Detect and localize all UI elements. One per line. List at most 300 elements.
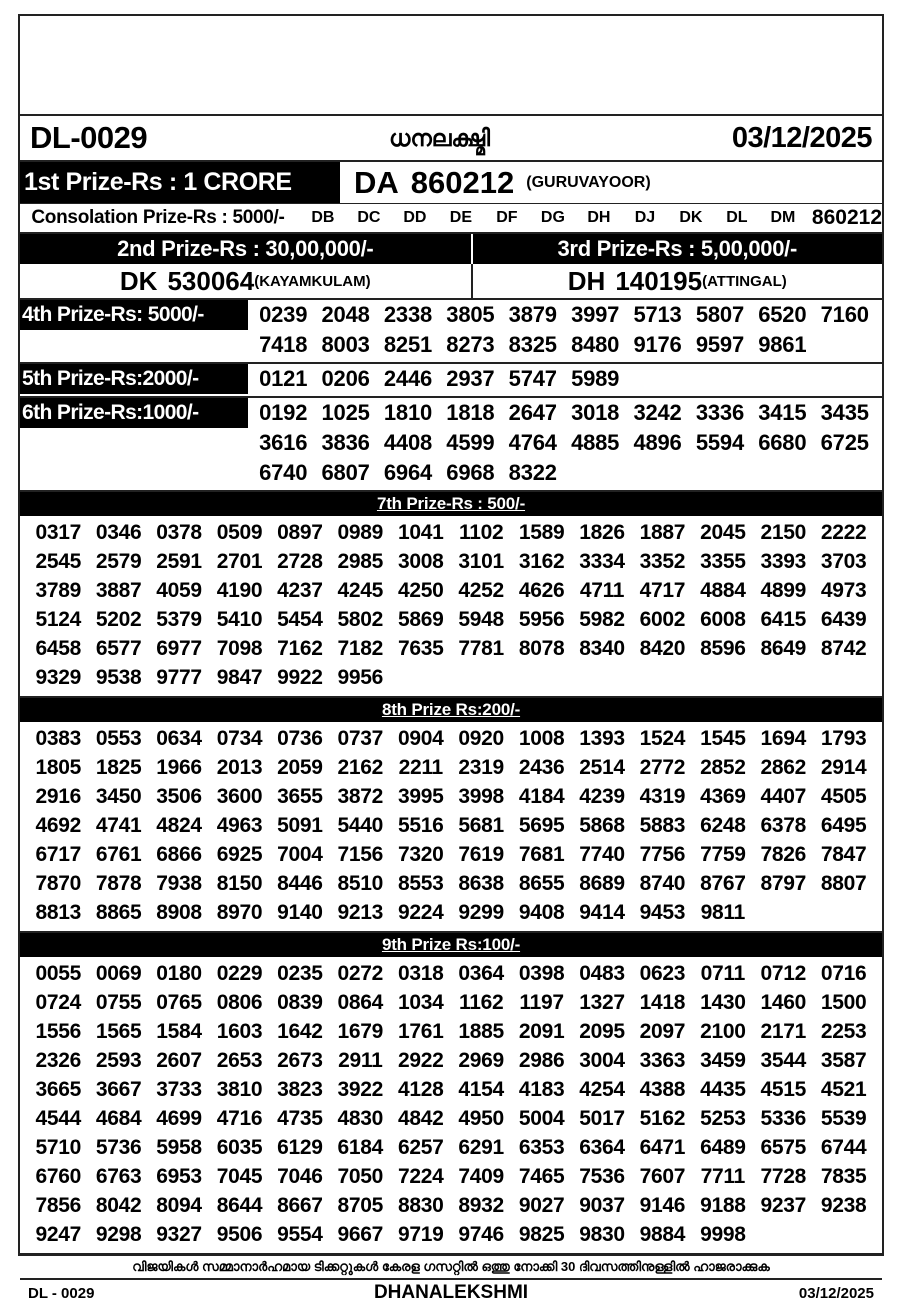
consolation-prize-row: [20, 204, 882, 234]
number-row: [28, 1133, 874, 1162]
prize-number: 5883: [639, 813, 686, 837]
number-row: [252, 398, 876, 428]
prize-number: 5336: [760, 1106, 807, 1130]
prize-number: 6364: [579, 1135, 625, 1159]
prize-number: 1556: [35, 1019, 81, 1043]
number-row: [28, 547, 874, 576]
prize-number: 5253: [700, 1106, 746, 1130]
consolation-series: DJ: [634, 209, 656, 226]
prize-number: 2059: [277, 755, 323, 779]
fourth-prize-label: 4th Prize-Rs: 5000/-: [20, 300, 248, 330]
prize-number: 0897: [277, 520, 323, 544]
number-row: [252, 330, 876, 360]
prize-number: 1500: [820, 990, 867, 1014]
seventh-prize-label: [20, 492, 882, 516]
number-row: [28, 518, 874, 547]
sixth-prize-label: 6th Prize-Rs:1000/-: [20, 398, 248, 428]
prize-number: 8273: [446, 332, 495, 357]
prize-number: 4599: [446, 430, 495, 455]
prize-number: 6291: [458, 1135, 504, 1159]
prize-number: 4252: [458, 578, 504, 602]
fifth-prize-section: [20, 364, 882, 398]
number-row: [28, 576, 874, 605]
prize-number: 2171: [760, 1019, 807, 1043]
prize-number: 1430: [700, 990, 746, 1014]
prize-number: 4408: [383, 430, 433, 455]
prize-number: 6520: [758, 302, 807, 327]
fourth-prize-label-filler: [20, 330, 248, 362]
prize-number: 8797: [760, 871, 807, 895]
first-prize-row: [20, 162, 882, 204]
prize-number: 3363: [639, 1048, 686, 1072]
second-third-prize-values: [20, 264, 882, 300]
prize-number: 2045: [700, 520, 746, 544]
prize-number: 5681: [458, 813, 504, 837]
prize-number: 1825: [95, 755, 142, 779]
prize-number: 2647: [508, 400, 557, 425]
fourth-prize-label-column: [20, 300, 248, 362]
prize-number: 3544: [760, 1048, 807, 1072]
prize-number: 7847: [820, 842, 867, 866]
prize-number: 1008: [518, 726, 565, 750]
prize-number: 7536: [579, 1164, 625, 1188]
prize-number: 7409: [458, 1164, 504, 1188]
prize-number: 0920: [458, 726, 504, 750]
prize-number: 0318: [397, 961, 444, 985]
prize-number: 4899: [760, 578, 807, 602]
prize-number: 1460: [760, 990, 807, 1014]
prize-number: 5868: [579, 813, 625, 837]
third-prize-series: DH: [567, 265, 606, 296]
prize-number: 7156: [337, 842, 384, 866]
prize-number: 8510: [337, 871, 384, 895]
prize-number: 4237: [277, 578, 323, 602]
prize-number: 0383: [35, 726, 81, 750]
prize-number: 8638: [458, 871, 504, 895]
prize-number: 8813: [35, 900, 81, 924]
prize-number: 8078: [518, 636, 565, 660]
prize-number: 2728: [277, 549, 323, 573]
draw-date: 03/12/2025: [731, 121, 872, 154]
prize-number: 7320: [397, 842, 444, 866]
number-row: [28, 898, 874, 927]
prize-number: 5989: [571, 366, 620, 391]
seventh-prize-numbers: [20, 516, 882, 698]
prize-number: 2222: [820, 520, 867, 544]
prize-number: 8807: [820, 871, 867, 895]
prize-number: 0346: [95, 520, 142, 544]
consolation-prize-label: Consolation Prize-Rs : 5000/-: [31, 207, 285, 228]
prize-number: 1025: [321, 400, 370, 425]
number-row: [28, 1075, 874, 1104]
prize-number: 6439: [820, 607, 867, 631]
prize-number: 7759: [700, 842, 746, 866]
prize-number: 7050: [337, 1164, 384, 1188]
number-row: [28, 1104, 874, 1133]
prize-number: 6257: [397, 1135, 444, 1159]
prize-number: 5695: [518, 813, 565, 837]
prize-number: 1761: [397, 1019, 444, 1043]
lottery-result-sheet: [18, 14, 884, 1303]
prize-number: 9554: [277, 1222, 323, 1246]
prize-number: 4521: [820, 1077, 867, 1101]
prize-number: 2922: [397, 1048, 444, 1072]
prize-number: 7835: [820, 1164, 867, 1188]
prize-number: 2095: [579, 1019, 625, 1043]
fifth-prize-label-column: [20, 364, 248, 396]
prize-number: 3823: [277, 1077, 323, 1101]
prize-number: 6415: [760, 607, 807, 631]
consolation-series: DM: [770, 209, 796, 226]
prize-number: 1805: [35, 755, 81, 779]
prize-number: 2607: [156, 1048, 202, 1072]
consolation-series: DC: [357, 209, 381, 226]
prize-number: 4684: [95, 1106, 142, 1130]
prize-number: 5956: [518, 607, 565, 631]
prize-number: 0737: [337, 726, 384, 750]
prize-number: 9146: [639, 1193, 686, 1217]
prize-number: 8767: [700, 871, 746, 895]
prize-number: 2150: [760, 520, 807, 544]
prize-number: 3435: [820, 400, 869, 425]
prize-number: 3355: [700, 549, 746, 573]
prize-number: 6740: [259, 460, 308, 485]
prize-number: 1603: [216, 1019, 263, 1043]
prize-number: 4885: [571, 430, 620, 455]
prize-number: 8480: [571, 332, 620, 357]
prize-number: 2091: [518, 1019, 565, 1043]
prize-number: 8865: [95, 900, 142, 924]
prize-number: 4626: [518, 578, 565, 602]
prize-number: 7182: [337, 636, 384, 660]
footer-bar: [20, 1280, 882, 1306]
prize-number: 1102: [458, 520, 504, 544]
prize-number: 5807: [695, 302, 744, 327]
prize-number: 9298: [95, 1222, 142, 1246]
prize-number: 5162: [639, 1106, 686, 1130]
prize-number: 9037: [579, 1193, 625, 1217]
prize-number: 2862: [760, 755, 807, 779]
prize-number: 6717: [35, 842, 81, 866]
prize-number: 2653: [216, 1048, 263, 1072]
prize-number: 9027: [518, 1193, 565, 1217]
number-row: [28, 1046, 874, 1075]
prize-number: 1034: [397, 990, 444, 1014]
prize-number: 6953: [156, 1164, 202, 1188]
prize-number: 8042: [95, 1193, 142, 1217]
prize-number: 9830: [579, 1222, 625, 1246]
prize-number: 0378: [156, 520, 202, 544]
prize-number: 9998: [700, 1222, 746, 1246]
prize-number: 5379: [156, 607, 202, 631]
prize-number: 8689: [579, 871, 625, 895]
prize-number: 6184: [337, 1135, 384, 1159]
third-prize-label: 3rd Prize-Rs : 5,00,000/-: [473, 234, 882, 264]
prize-number: 2916: [35, 784, 81, 808]
consolation-series: DE: [449, 209, 473, 226]
prize-number: 1393: [579, 726, 625, 750]
second-prize-value: [20, 264, 473, 298]
prize-number: 6248: [700, 813, 746, 837]
prize-number: 8970: [216, 900, 263, 924]
prize-number: 3450: [95, 784, 142, 808]
prize-number: 2593: [95, 1048, 142, 1072]
number-row: [252, 300, 876, 330]
prize-number: 1162: [458, 990, 504, 1014]
second-prize-place: (KAYAMKULAM): [254, 272, 371, 290]
prize-number: 9453: [639, 900, 686, 924]
prize-number: 6725: [820, 430, 869, 455]
prize-number: 2013: [216, 755, 263, 779]
prize-number: 4692: [35, 813, 81, 837]
sixth-prize-section: [20, 398, 882, 492]
prize-number: 5516: [397, 813, 444, 837]
consolation-series: DL: [726, 209, 748, 226]
prize-number: 4842: [397, 1106, 444, 1130]
prize-number: 0755: [95, 990, 142, 1014]
prize-number: 4824: [156, 813, 202, 837]
prize-number: 0716: [820, 961, 867, 985]
prize-number: 5736: [95, 1135, 142, 1159]
prize-number: 5869: [397, 607, 444, 631]
prize-number: 3805: [446, 302, 495, 327]
top-blank-band: [20, 16, 882, 116]
prize-number: 0989: [337, 520, 384, 544]
first-prize-series: DA: [354, 164, 399, 200]
prize-number: 0765: [156, 990, 202, 1014]
prize-number: 8740: [639, 871, 686, 895]
second-prize-label: 2nd Prize-Rs : 30,00,000/-: [20, 234, 473, 264]
prize-number: 8649: [760, 636, 807, 660]
prize-number: 3733: [156, 1077, 202, 1101]
consolation-series: DH: [587, 209, 611, 226]
prize-number: 1810: [383, 400, 433, 425]
number-row: [28, 988, 874, 1017]
prize-number: 0553: [95, 726, 142, 750]
eighth-prize-label-text: 8th Prize Rs:200/-: [381, 700, 521, 719]
prize-number: 8420: [639, 636, 686, 660]
prize-number: 3998: [458, 784, 504, 808]
prize-number: 0180: [156, 961, 202, 985]
prize-number: 0711: [700, 961, 746, 985]
prize-number: 4764: [508, 430, 557, 455]
prize-number: 6471: [639, 1135, 686, 1159]
prize-number: 4973: [820, 578, 867, 602]
prize-number: 7046: [277, 1164, 323, 1188]
prize-number: 6925: [216, 842, 263, 866]
prize-number: 3415: [758, 400, 807, 425]
prize-number: 9825: [518, 1222, 565, 1246]
fourth-prize-numbers: [248, 300, 882, 362]
prize-number: 8150: [216, 871, 263, 895]
prize-number: 9956: [337, 665, 384, 689]
prize-number: 0235: [277, 961, 323, 985]
fourth-prize-section: [20, 300, 882, 364]
prize-number: 2852: [700, 755, 746, 779]
prize-number: 3600: [216, 784, 263, 808]
prize-number: 5713: [633, 302, 682, 327]
prize-number: 5091: [277, 813, 323, 837]
prize-number: 0121: [259, 366, 308, 391]
second-prize-series: DK: [119, 265, 158, 296]
number-row: [28, 782, 874, 811]
number-row: [28, 753, 874, 782]
prize-number: 2100: [700, 1019, 746, 1043]
prize-number: 1418: [639, 990, 686, 1014]
prize-number: 2937: [446, 366, 495, 391]
footer-date: 03/12/2025: [798, 1284, 874, 1302]
prize-number: 3242: [633, 400, 682, 425]
prize-number: 4319: [639, 784, 686, 808]
prize-number: 1885: [458, 1019, 504, 1043]
prize-number: 8644: [216, 1193, 263, 1217]
consolation-series: DG: [540, 209, 565, 226]
prize-number: 9538: [95, 665, 142, 689]
prize-number: 2253: [820, 1019, 867, 1043]
prize-number: 8094: [156, 1193, 202, 1217]
prize-number: 9777: [156, 665, 202, 689]
prize-number: 8655: [518, 871, 565, 895]
prize-number: 8830: [397, 1193, 444, 1217]
prize-number: 5958: [156, 1135, 202, 1159]
consolation-number: 860212: [811, 206, 882, 229]
prize-number: 4184: [518, 784, 565, 808]
prize-number: 0734: [216, 726, 263, 750]
prize-number: 4741: [95, 813, 142, 837]
prize-number: 4245: [337, 578, 384, 602]
prize-number: 0239: [259, 302, 308, 327]
prize-number: 1818: [446, 400, 495, 425]
prize-number: 9719: [397, 1222, 444, 1246]
prize-number: 5017: [579, 1106, 625, 1130]
prize-number: 9237: [760, 1193, 807, 1217]
prize-number: 0364: [458, 961, 504, 985]
prize-number: 2338: [383, 302, 433, 327]
prize-number: 7607: [639, 1164, 686, 1188]
prize-number: 1545: [700, 726, 746, 750]
prize-number: 3616: [259, 430, 308, 455]
prize-number: 5594: [695, 430, 744, 455]
prize-number: 3336: [695, 400, 744, 425]
prize-number: 7938: [156, 871, 202, 895]
number-row: [28, 1017, 874, 1046]
prize-number: 7856: [35, 1193, 81, 1217]
prize-number: 7160: [820, 302, 869, 327]
first-prize-place: (GURUVAYOOR): [526, 173, 651, 191]
prize-number: 1826: [579, 520, 625, 544]
prize-number: 4435: [700, 1077, 746, 1101]
prize-number: 1966: [156, 755, 202, 779]
prize-number: 4711: [579, 578, 625, 602]
number-row: [28, 959, 874, 988]
prize-number: 4369: [700, 784, 746, 808]
lottery-name-malayalam: ധനലക്ഷ്മി: [389, 124, 490, 151]
prize-number: 7728: [760, 1164, 807, 1188]
prize-number: 9922: [277, 665, 323, 689]
prize-number: 2436: [518, 755, 565, 779]
prize-number: 6495: [820, 813, 867, 837]
prize-number: 2969: [458, 1048, 504, 1072]
prize-number: 2048: [321, 302, 370, 327]
prize-number: 6744: [820, 1135, 867, 1159]
prize-number: 4505: [820, 784, 867, 808]
prize-number: 8932: [458, 1193, 504, 1217]
prize-number: 5802: [337, 607, 384, 631]
prize-number: 4716: [216, 1106, 263, 1130]
prize-number: 6760: [35, 1164, 81, 1188]
prize-number: 9176: [633, 332, 682, 357]
prize-number: 1694: [760, 726, 807, 750]
second-prize-number: 530064: [167, 265, 255, 296]
ninth-prize-label-text: 9th Prize Rs:100/-: [381, 935, 521, 954]
number-row: [252, 458, 876, 488]
number-row: [28, 724, 874, 753]
number-row: [28, 605, 874, 634]
prize-number: 4717: [639, 578, 686, 602]
prize-number: 9414: [579, 900, 625, 924]
prize-number: 3655: [277, 784, 323, 808]
prize-number: 4154: [458, 1077, 504, 1101]
prize-number: 3162: [518, 549, 565, 573]
consolation-series: DB: [311, 209, 335, 226]
prize-number: 2097: [639, 1019, 686, 1043]
prize-number: 0272: [337, 961, 384, 985]
prize-number: 4963: [216, 813, 263, 837]
prize-number: 8705: [337, 1193, 384, 1217]
prize-number: 8446: [277, 871, 323, 895]
prize-number: 3810: [216, 1077, 263, 1101]
prize-number: 2579: [95, 549, 142, 573]
prize-number: 4830: [337, 1106, 384, 1130]
prize-number: 7756: [639, 842, 686, 866]
prize-number: 5982: [579, 607, 625, 631]
prize-number: 3922: [337, 1077, 384, 1101]
prize-number: 2211: [398, 755, 443, 779]
prize-number: 4190: [216, 578, 263, 602]
first-prize-label: 1st Prize-Rs : 1 CRORE: [20, 162, 340, 203]
prize-number: 5004: [518, 1106, 565, 1130]
third-prize-place: (ATTINGAL): [702, 272, 787, 290]
prize-number: 6577: [95, 636, 142, 660]
prize-number: 1041: [397, 520, 444, 544]
prize-number: 1524: [639, 726, 686, 750]
fifth-prize-label: 5th Prize-Rs:2000/-: [20, 364, 248, 394]
prize-number: 0864: [337, 990, 384, 1014]
prize-number: 2986: [518, 1048, 565, 1072]
prize-number: 6353: [518, 1135, 565, 1159]
number-row: [28, 840, 874, 869]
prize-number: 2911: [338, 1048, 383, 1072]
prize-number: 3872: [337, 784, 384, 808]
prize-number: 4250: [397, 578, 444, 602]
prize-number: 9861: [758, 332, 807, 357]
prize-number: 3004: [579, 1048, 625, 1072]
prize-number: 6489: [700, 1135, 746, 1159]
prize-number: 1793: [820, 726, 867, 750]
prize-number: 0839: [277, 990, 323, 1014]
second-third-prize-labels: [20, 234, 882, 264]
prize-number: 4254: [579, 1077, 625, 1101]
prize-number: 7681: [518, 842, 565, 866]
prize-number: 6378: [760, 813, 807, 837]
prize-number: 7162: [277, 636, 323, 660]
prize-number: 5410: [216, 607, 263, 631]
prize-number: 8908: [156, 900, 202, 924]
prize-number: 3997: [571, 302, 620, 327]
prize-number: 3789: [35, 578, 81, 602]
number-row: [28, 1220, 874, 1249]
prize-number: 0206: [321, 366, 370, 391]
